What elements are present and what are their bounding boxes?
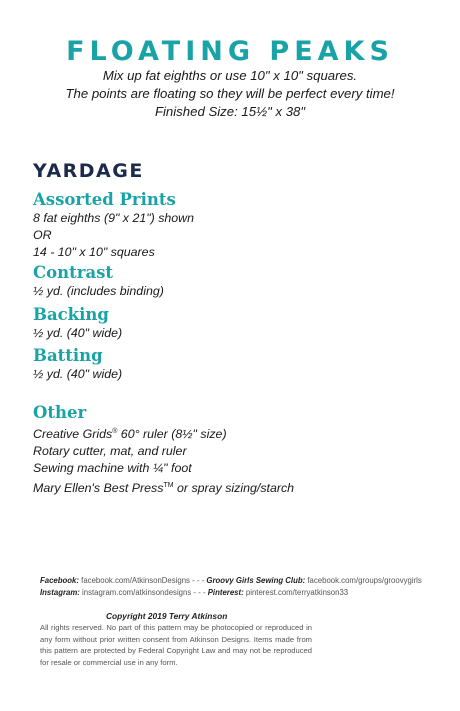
facebook-link[interactable]: facebook.com/AtkinsonDesigns (81, 576, 190, 585)
contrast-block (33, 263, 164, 300)
finished-size: Finished Size: 15½" x 38" (154, 104, 306, 119)
batting-block (33, 346, 122, 383)
supply-line: Sewing machine with ¼" foot (33, 461, 192, 476)
contrast-label: Contrast (33, 263, 114, 282)
supply-line: Mary Ellen's Best Press™ or spray sizing/starch (33, 481, 295, 496)
yardage-line: 8 fat eighths (9" x 21") shown (33, 211, 195, 225)
other-block (33, 403, 294, 497)
yardage-line: ½ yd. (40" wide) (33, 326, 123, 340)
club-label: Groovy Girls Sewing Club: (206, 576, 306, 585)
yardage-line: OR (33, 228, 52, 242)
pinterest-link[interactable]: pinterest.com/terryatkinson33 (245, 588, 349, 597)
pinterest-label: Pinterest: (207, 588, 244, 597)
other-label: Other (33, 403, 87, 422)
club-link[interactable]: facebook.com/groups/groovygirls (307, 576, 422, 585)
supply-line: Creative Grids® 60° ruler (8½" size) (33, 427, 227, 442)
intro-line: The points are floating so they will be perfect every time! (65, 86, 395, 101)
social-line: Facebook: facebook.com/AtkinsonDesigns - - - Groovy Girls Sewing Club: facebook.com/groups/groovygirls (40, 576, 422, 585)
backing-label: Backing (33, 305, 109, 324)
intro-line: Mix up fat eighths or use 10" x 10" squares. (102, 68, 358, 83)
instagram-label: Instagram: (40, 588, 80, 597)
yardage-heading: YARDAGE (33, 160, 144, 182)
facebook-label: Facebook: (40, 576, 79, 585)
social-line: Instagram: instagram.com/atkinsondesigns - - - Pinterest: pinterest.com/terryatkinson33 (40, 588, 349, 597)
yardage-line: ½ yd. (includes binding) (33, 284, 164, 298)
assorted-prints-block (33, 190, 194, 261)
supply-line: Rotary cutter, mat, and ruler (33, 444, 187, 459)
pattern-intro (0, 67, 460, 121)
instagram-link[interactable]: instagram.com/atkinsondesigns (82, 588, 192, 597)
batting-label: Batting (33, 346, 103, 365)
yardage-line: 14 - 10" x 10" squares (33, 245, 155, 259)
page-title: FLOATING PEAKS (66, 36, 394, 67)
backing-block (33, 305, 122, 342)
assorted-prints-label: Assorted Prints (33, 190, 176, 209)
yardage-line: ½ yd. (40" wide) (33, 367, 123, 381)
copyright-notice: Copyright 2019 Terry Atkinson (106, 611, 228, 621)
social-links (40, 575, 422, 599)
rights-notice: All rights reserved. No part of this pattern may be photocopied or reproduced in any form without prior written consent from Atkinson Designs. Items made from this pattern are protected by Federal Copyright Law and may not be reproduced for resale or commercial use in any form. (40, 623, 312, 667)
